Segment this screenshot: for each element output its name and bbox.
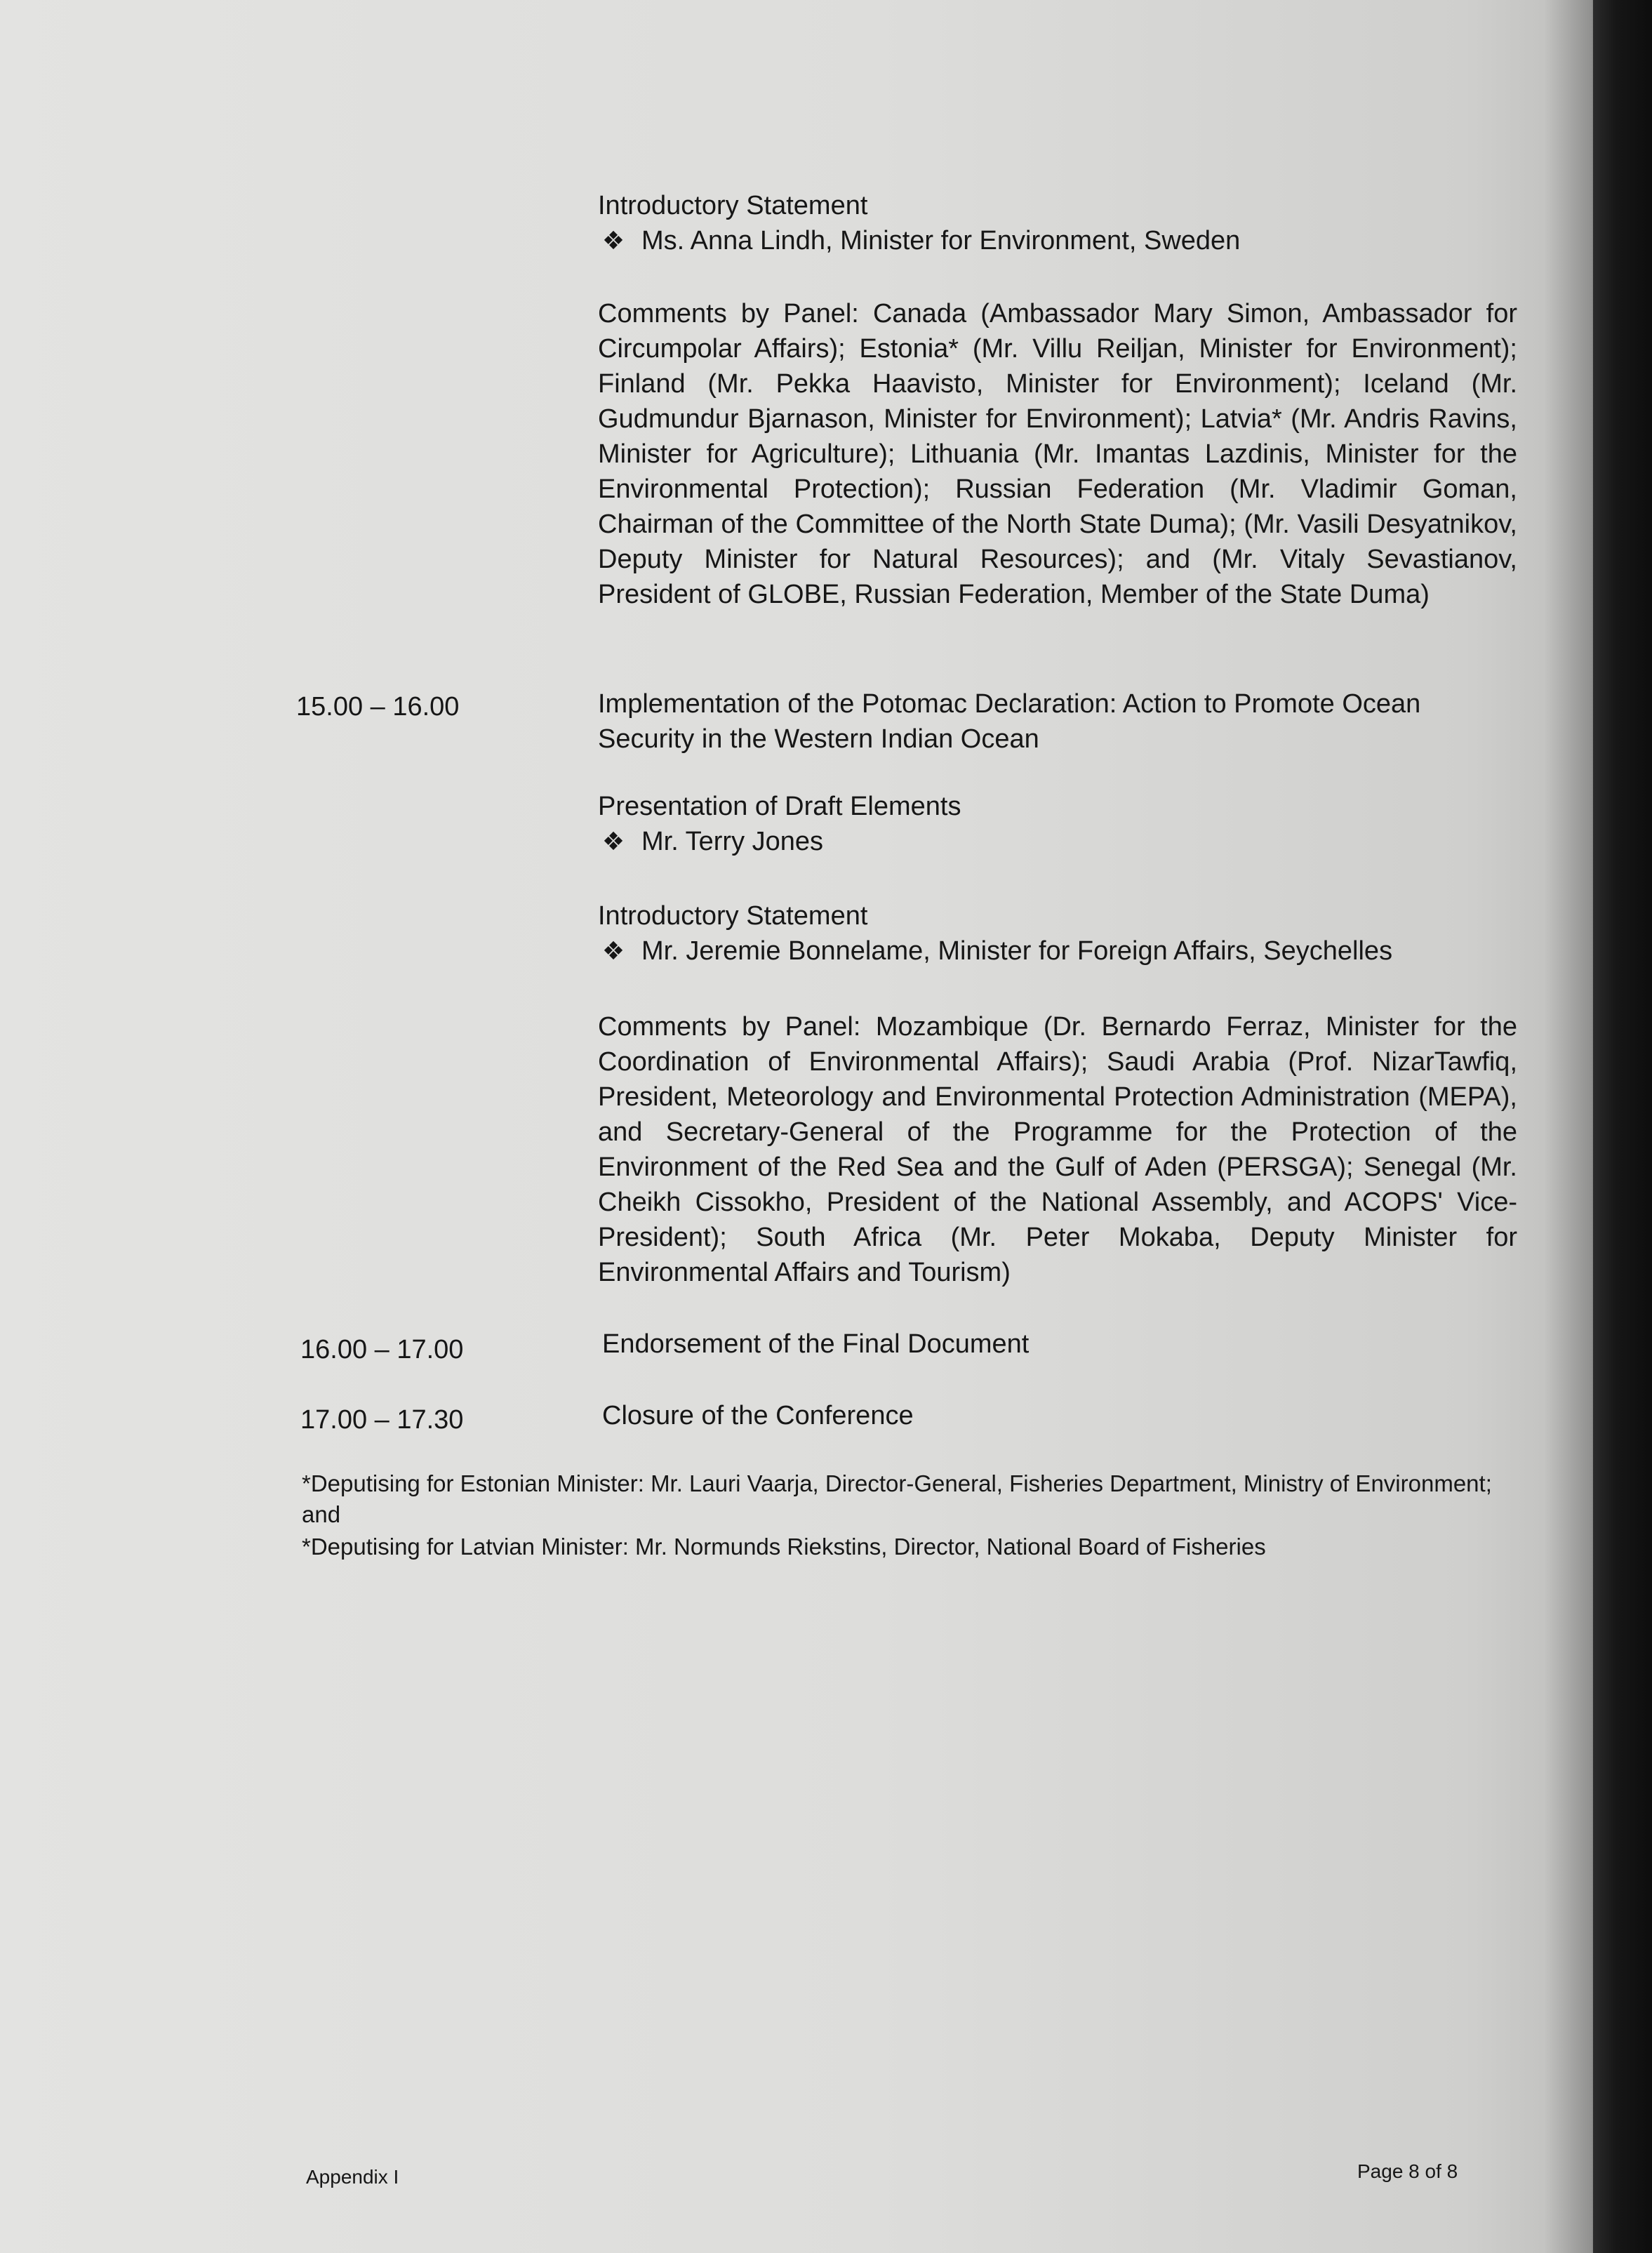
- session2-time: 15.00 – 16.00: [296, 692, 460, 722]
- four-diamond-bullet-icon: ❖: [601, 936, 625, 965]
- draft-heading: Presentation of Draft Elements: [598, 792, 961, 821]
- intro-heading: Introductory Statement: [598, 191, 868, 220]
- session1-intro: [598, 188, 1240, 258]
- session3-time: 16.00 – 17.00: [300, 1335, 464, 1364]
- intro-heading: Introductory Statement: [598, 901, 868, 931]
- session4-title-text: Closure of the Conference: [602, 1401, 914, 1430]
- session2-title-line1: Implementation of the Potomac Declaration: Action to Promote Ocean: [598, 689, 1421, 719]
- intro-speaker-row: [598, 223, 1240, 258]
- session1-panel-comments: Comments by Panel: Canada (Ambassador Mary Simon, Ambassador for Circumpolar Affairs); Estonia* (Mr. Villu Reiljan, Minister for Environment); Finland (Mr. Pekka Haavisto, Minister for Environment); Iceland (Mr. Gudmundur Bjarnason, Minister for Environment); Latvia* (Mr. Andris Ravins, Minister for Agriculture); Lithuania (Mr. Imantas Lazdinis, Minister for the Environmental Protection); Russian Federation (Mr. Vladimir Goman, Chairman of the Committee of the North State Duma); (Mr. Vasili Desyatnikov, Deputy Minister for Natural Resources); and (Mr. Vitaly Sevastianov, President of GLOBE, Russian Federation, Member of the State Duma): [598, 299, 1517, 609]
- session3-title: [602, 1327, 1029, 1362]
- draft-speaker: Mr. Terry Jones: [641, 827, 824, 856]
- session2-title-line2: Security in the Western Indian Ocean: [598, 724, 1039, 754]
- intro-speaker: Mr. Jeremie Bonnelame, Minister for Foreign Affairs, Seychelles: [641, 936, 1393, 966]
- session3-title-text: Endorsement of the Final Document: [602, 1329, 1030, 1359]
- footer-appendix: Appendix I: [306, 2166, 399, 2188]
- footnote-estonia: *Deputising for Estonian Minister: Mr. Lauri Vaarja, Director-General, Fisheries Department, Ministry of Environment; and: [302, 1470, 1492, 1527]
- four-diamond-bullet-icon: ❖: [601, 226, 625, 255]
- session4-title: [602, 1398, 914, 1433]
- footer-page-number: Page 8 of 8: [1357, 2160, 1458, 2182]
- four-diamond-bullet-icon: ❖: [601, 827, 625, 856]
- session2-intro: [598, 898, 1392, 969]
- footnote-latvia: *Deputising for Latvian Minister: Mr. Normunds Riekstins, Director, National Board of Fisheries: [302, 1534, 1266, 1560]
- session2-draft: [598, 789, 961, 859]
- session4-time: 17.00 – 17.30: [300, 1405, 464, 1435]
- draft-speaker-row: [598, 824, 961, 859]
- intro-speaker-row: [598, 933, 1392, 969]
- session2-panel-comments: Comments by Panel: Mozambique (Dr. Bernardo Ferraz, Minister for the Coordination of Environmental Affairs); Saudi Arabia (Prof. NizarTawfiq, President, Meteorology and Environmental Protection Administration (MEPA), and Secretary-General of the Programme for the Protection of the Environment of the Red Sea and the Gulf of Aden (PERSGA); Senegal (Mr. Cheikh Cissokho, President of the National Assembly, and ACOPS' Vice-President); South Africa (Mr. Peter Mokaba, Deputy Minister for Environmental Affairs and Tourism): [598, 1012, 1517, 1287]
- session2-title: [598, 686, 1420, 757]
- intro-speaker: Ms. Anna Lindh, Minister for Environment, Sweden: [641, 226, 1241, 255]
